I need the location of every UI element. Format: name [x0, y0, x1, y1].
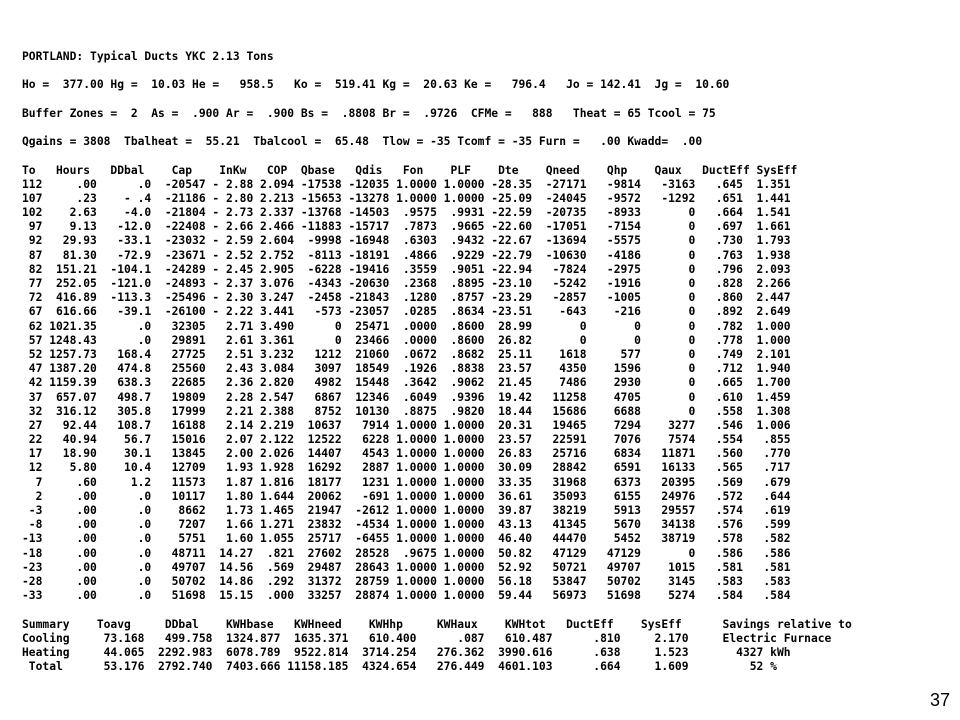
spacer: [22, 603, 852, 617]
table-row: 62 1021.35 .0 32305 2.71 3.490 0 25471 .0000 .8600 28.99 0 0 0 .782 1.000: [22, 319, 791, 333]
table-row: 82 151.21 -104.1 -24289 - 2.45 2.905 -6228 -19416 .3559 .9051 -22.94 -7824 -2975 0 .796 2.093: [22, 262, 791, 276]
summary-row-cooling: Cooling 73.168 499.758 1324.877 1635.371 610.400 .087 610.487 .810 2.170 Electric Furnace: [22, 631, 832, 645]
table-row: 67 616.66 -39.1 -26100 - 2.22 3.441 -573 -23057 .0285 .8634 -23.51 -643 -216 0 .892 2.649: [22, 305, 791, 319]
table-row: -13 .00 .0 5751 1.60 1.055 25717 -6455 1.0000 1.0000 46.40 44470 5452 38719 .578 .582: [22, 532, 791, 546]
table-row: -33 .00 .0 51698 15.15 .000 33257 28874 1.0000 1.0000 59.44 56973 51698 5274 .584 .584: [22, 589, 791, 603]
table-row: 22 40.94 56.7 15016 2.07 2.122 12522 6228 1.0000 1.0000 23.57 22591 7076 7574 .554 .855: [22, 433, 791, 447]
spacer: [22, 121, 852, 135]
table-row: 87 81.30 -72.9 -23671 - 2.52 2.752 -8113 -18191 .4866 .9229 -22.79 -10630 -4186 0 .763 1.938: [22, 248, 791, 262]
parameters-line-3: Qgains = 3808 Tbalheat = 55.21 Tbalcool = 65.48 Tlow = -35 Tcomf = -35 Furn = .00 Kwadd= .00: [22, 135, 703, 149]
table-row: 2 .00 .0 10117 1.80 1.644 20062 -691 1.0000 1.0000 36.61 35093 6155 24976 .572 .644: [22, 489, 791, 503]
table-row: 102 2.63 -4.0 -21804 - 2.73 2.337 -13768 -14503 .9575 .9931 -22.59 -20735 -8933 0 .664 1.541: [22, 206, 791, 220]
table-header: To Hours DDbal Cap InKw COP Qbase Qdis Fon PLF Dte Qneed Qhp Qaux DuctEff SysEff: [22, 163, 798, 177]
table-row: 47 1387.20 474.8 25560 2.43 3.084 3097 18549 .1926 .8838 23.57 4350 1596 0 .712 1.940: [22, 362, 791, 376]
table-row: 27 92.44 108.7 16188 2.14 2.219 10637 7914 1.0000 1.0000 20.31 19465 7294 3277 .546 1.006: [22, 418, 791, 432]
spacer: [22, 93, 852, 107]
table-row: -8 .00 .0 7207 1.66 1.271 23832 -4534 1.0000 1.0000 43.13 41345 5670 34138 .576 .599: [22, 518, 791, 532]
table-row: 37 657.07 498.7 19809 2.28 2.547 6867 12346 .6049 .9396 19.42 11258 4705 0 .610 1.459: [22, 390, 791, 404]
table-row: 32 316.12 305.8 17999 2.21 2.388 8752 10130 .8875 .9820 18.44 15686 6688 0 .558 1.308: [22, 404, 791, 418]
summary-row-heating: Heating 44.065 2292.983 6078.789 9522.814 3714.254 276.362 3990.616 .638 1.523 4327 kWh: [22, 645, 791, 659]
spacer: [22, 64, 852, 78]
report-title: PORTLAND: Typical Ducts YKC 2.13 Tons: [22, 50, 274, 63]
table-row: 77 252.05 -121.0 -24893 - 2.37 3.076 -4343 -20630 .2368 .8895 -23.10 -5242 -1916 0 .828 2.266: [22, 277, 791, 290]
parameters-line-2: Buffer Zones = 2 As = .900 Ar = .900 Bs = .8808 Br = .9726 CFMe = 888 Theat = 65 Tcool = 75: [22, 106, 716, 120]
table-row: 97 9.13 -12.0 -22408 - 2.66 2.466 -11883 -15717 .7873 .9665 -22.60 -17051 -7154 0 .697 1.661: [22, 220, 791, 234]
table-row: 7 .60 1.2 11573 1.87 1.816 18177 1231 1.0000 1.0000 33.35 31968 6373 20395 .569 .679: [22, 475, 791, 489]
table-row: 52 1257.73 168.4 27725 2.51 3.232 1212 21060 .0672 .8682 25.11 1618 577 0 .749 2.101: [22, 347, 791, 361]
spacer: [22, 149, 852, 163]
page-number: 37: [929, 690, 950, 710]
table-row: 112 .00 .0 -20547 - 2.88 2.094 -17538 -12035 1.0000 1.0000 -28.35 -27171 -9814 -3163 .645 1.351: [22, 177, 791, 191]
table-row: 42 1159.39 638.3 22685 2.36 2.820 4982 15448 .3642 .9062 21.45 7486 2930 0 .665 1.700: [22, 376, 791, 390]
report-printout: [22, 50, 852, 674]
table-row: -23 .00 .0 49707 14.56 .569 29487 28643 1.0000 1.0000 52.92 50721 49707 1015 .581 .581: [22, 560, 791, 574]
table-row: -28 .00 .0 50702 14.86 .292 31372 28759 1.0000 1.0000 56.18 53847 50702 3145 .583 .583: [22, 574, 791, 588]
table-row: 57 1248.43 .0 29891 2.61 3.361 0 23466 .0000 .8600 26.82 0 0 0 .778 1.000: [22, 333, 791, 347]
table-row: 92 29.93 -33.1 -23032 - 2.59 2.604 -9998 -16948 .6303 .9432 -22.67 -13694 -5575 0 .730 1.793: [22, 234, 791, 248]
table-row: 72 416.89 -113.3 -25496 - 2.30 3.247 -2458 -21843 .1280 .8757 -23.29 -2857 -1005 0 .860 2.447: [22, 291, 791, 305]
summary-header: Summary Toavg DDbal KWHbase KWHneed KWHhp KWHaux KWHtot DuctEff SysEff Savings relative to: [22, 617, 852, 631]
table-row: 17 18.90 30.1 13845 2.00 2.026 14407 4543 1.0000 1.0000 26.83 25716 6834 11871 .560 .770: [22, 447, 791, 461]
parameters-line-1: Ho = 377.00 Hg = 10.03 He = 958.5 Ko = 519.41 Kg = 20.63 Ke = 796.4 Jo = 142.41 Jg = 10.60: [22, 78, 730, 92]
table-row: -3 .00 .0 8662 1.73 1.465 21947 -2612 1.0000 1.0000 39.87 38219 5913 29557 .574 .619: [22, 504, 791, 517]
table-row: -18 .00 .0 48711 14.27 .821 27602 28528 .9675 1.0000 50.82 47129 47129 0 .586 .586: [22, 546, 791, 560]
table-row: 107 .23 - .4 -21186 - 2.80 2.213 -15653 -13278 1.0000 1.0000 -25.09 -24045 -9572 -1292 .651 1.441: [22, 191, 791, 205]
summary-row-total: Total 53.176 2792.740 7403.666 11158.185 4324.654 276.449 4601.103 .664 1.609 52 %: [22, 660, 777, 674]
table-row: 12 5.80 10.4 12709 1.93 1.928 16292 2887 1.0000 1.0000 30.09 28842 6591 16133 .565 .717: [22, 461, 791, 475]
